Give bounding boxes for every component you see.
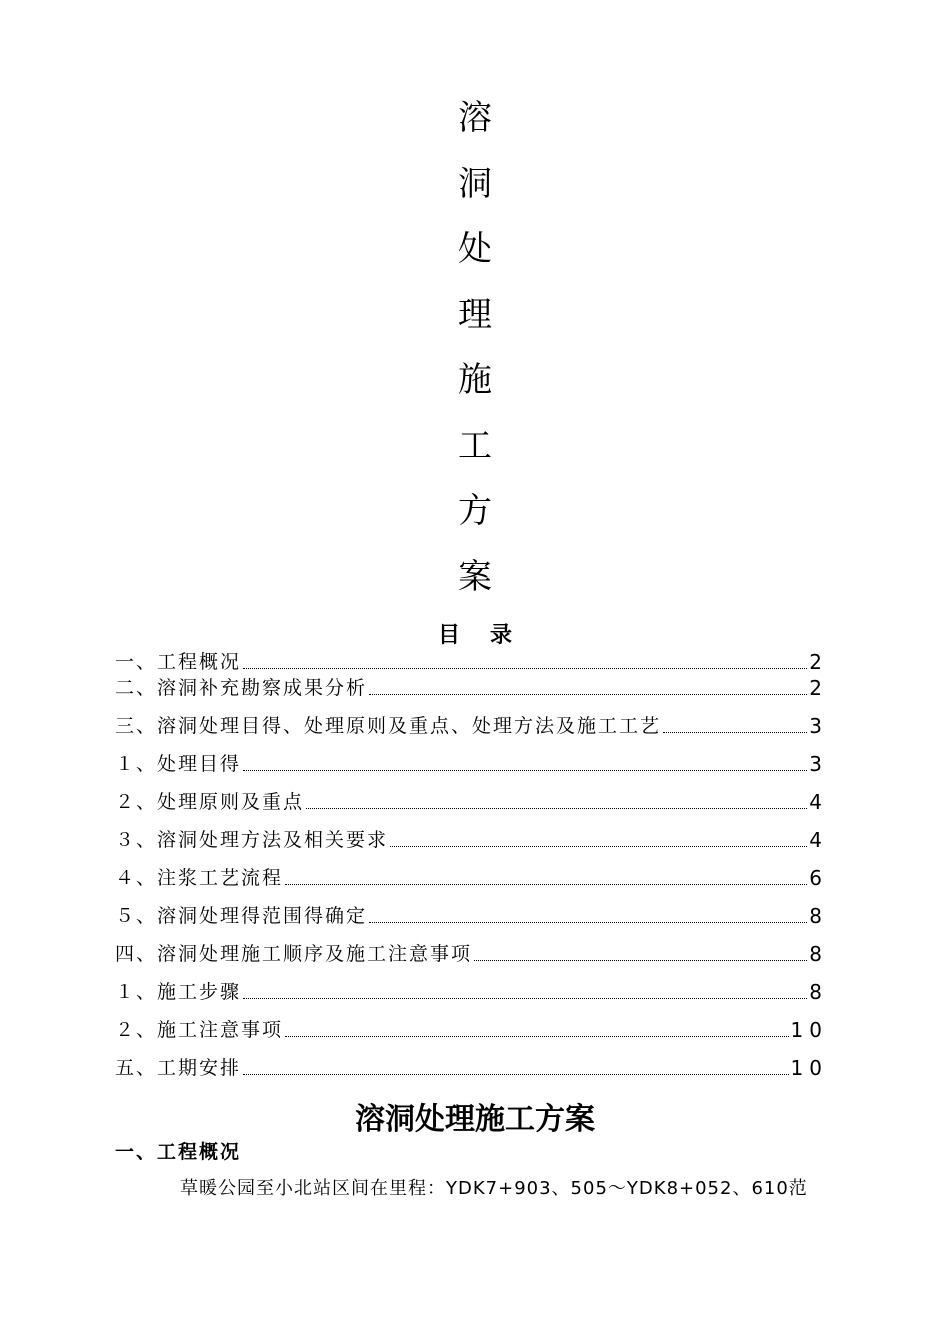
toc-entry[interactable] (115, 712, 828, 738)
toc-entry-page: 10 (790, 1056, 828, 1080)
toc-entry[interactable] (115, 1054, 828, 1080)
toc-dot-leader (285, 883, 807, 885)
toc-entry-page: 10 (790, 1018, 828, 1042)
toc-entry[interactable] (115, 902, 828, 928)
toc-entry-page: 6 (809, 866, 828, 890)
cover-title-char: 工 (458, 425, 492, 466)
toc-entry-page: 3 (809, 752, 828, 776)
toc-entry-label: 一、工程概况 (115, 651, 242, 673)
cover-vertical-title (0, 92, 950, 616)
toc-entry-label: 五、工期安排 (115, 1057, 242, 1079)
section-heading: 一、工程概况 (115, 1141, 242, 1163)
toc-entry-label: 二、溶洞补充勘察成果分析 (115, 677, 368, 699)
toc-heading-left: 目 (437, 623, 460, 648)
toc-entry-label: １、处理目得 (115, 753, 242, 775)
cover-title-char: 洞 (458, 163, 492, 204)
toc-dot-leader (243, 1073, 789, 1075)
toc-heading-right: 录 (490, 623, 513, 648)
toc-entry[interactable] (115, 648, 828, 674)
toc-entry-page: 8 (809, 980, 828, 1004)
toc-dot-leader (243, 769, 807, 771)
toc-dot-leader (663, 731, 807, 733)
toc-entry-label: １、施工步骤 (115, 981, 242, 1003)
toc-entry[interactable] (115, 978, 828, 1004)
toc-entry-label: 三、溶洞处理目得、处理原则及重点、处理方法及施工工艺 (115, 715, 662, 737)
toc-dot-leader (243, 667, 807, 669)
toc-entry[interactable] (115, 940, 828, 966)
toc-entry-page: 8 (809, 942, 828, 966)
toc-dot-leader (390, 845, 807, 847)
toc-entry-label: ３、溶洞处理方法及相关要求 (115, 829, 389, 851)
toc-entry-label: ４、注浆工艺流程 (115, 867, 284, 889)
toc-entry[interactable] (115, 788, 828, 814)
cover-title-char: 施 (458, 360, 492, 400)
toc-dot-leader (306, 807, 807, 809)
toc-dot-leader (285, 1035, 789, 1037)
toc-entry-label: ２、施工注意事项 (115, 1019, 284, 1041)
body-paragraph: 草暖公园至小北站区间在里程：YDK7+903、505～YDK8+052、610范 (180, 1178, 808, 1199)
toc-heading (0, 618, 950, 649)
toc-entry-page: 2 (809, 650, 828, 674)
toc-entry-page: 8 (809, 904, 828, 928)
toc-entry[interactable] (115, 674, 828, 700)
toc-entry-page: 4 (809, 828, 828, 852)
toc-entry-page: 2 (809, 676, 828, 700)
cover-title-char: 处 (458, 229, 492, 269)
document-title: 溶洞处理施工方案 (355, 1102, 595, 1137)
cover-title-char: 方 (458, 491, 492, 531)
toc-dot-leader (243, 997, 807, 999)
toc-entry-label: ２、处理原则及重点 (115, 791, 305, 813)
toc-entry[interactable] (115, 1016, 828, 1042)
toc-dot-leader (369, 921, 807, 923)
toc-entry[interactable] (115, 864, 828, 890)
cover-title-char: 溶 (458, 98, 492, 138)
toc-dot-leader (474, 959, 807, 961)
cover-title-char: 理 (458, 294, 492, 335)
toc-entry-page: 4 (809, 790, 828, 814)
toc-entry-label: ５、溶洞处理得范围得确定 (115, 905, 368, 927)
toc-entry[interactable] (115, 750, 828, 776)
toc-dot-leader (369, 693, 807, 695)
toc-entry-label: 四、溶洞处理施工顺序及施工注意事项 (115, 943, 473, 965)
toc-entry[interactable] (115, 826, 828, 852)
cover-title-char: 案 (458, 556, 492, 597)
toc-entry-page: 3 (809, 714, 828, 738)
